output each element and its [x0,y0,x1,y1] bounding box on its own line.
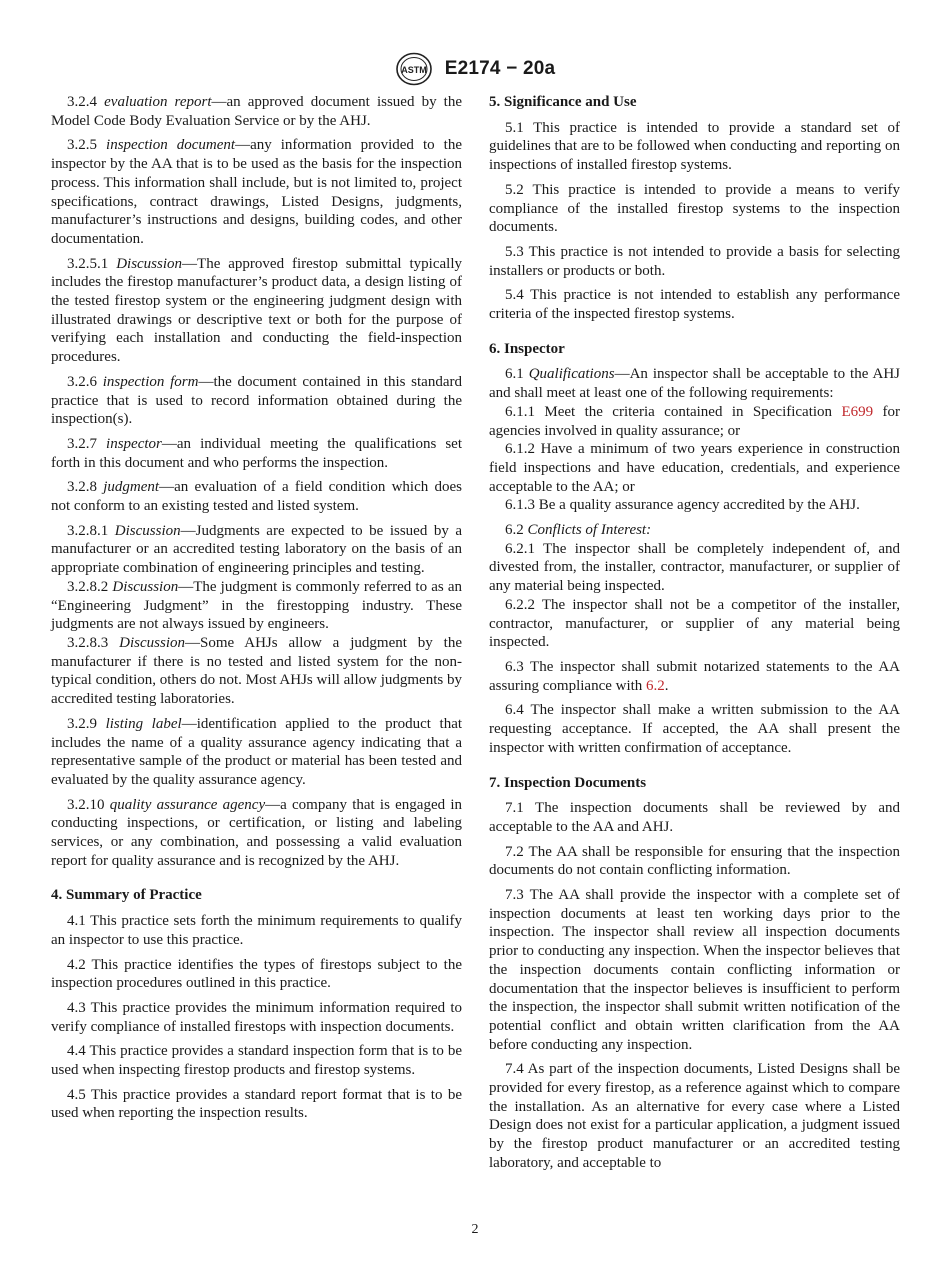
section-3-2-8-1: 3.2.8.1 Discussion—Judgments are expected to be issued by a manufacturer or an accredited testing laboratory on the basis of an appropriate combination of engineering principles and testing. [51,522,463,577]
section-5-4: 5.4 This practice is not intended to establish any performance criteria of the inspected firestop systems. [489,287,900,323]
section-6-1-1: 6.1.1 Meet the criteria contained in Specification E699 for agencies involved in quality assurance; or [489,403,900,439]
section-3-2-7: 3.2.7 inspector—an individual meeting the qualifications set forth in this document and who performs the inspection. [51,435,463,471]
section-4-2: 4.2 This practice identifies the types of firestops subject to the inspection procedures outlined in this practice. [51,956,462,992]
section-6-2-2: 6.2.2 The inspector shall not be a competitor of the installer, contractor, manufacturer, or supplier of any material being inspected. [489,596,900,651]
section-6-2-1: 6.2.1 The inspector shall be completely independent of, and divested from, the installer, contractor, manufacturer, or supplier of any material being inspected. [489,540,900,595]
section-4-1: 4.1 This practice sets forth the minimum requirements to qualify an inspector to use this practice. [51,913,462,948]
section-3-2-8-2: 3.2.8.2 Discussion—The judgment is commonly referred to as an “Engineering Judgment” in the firestopping industry. These judgments are not always issued by engineers. [51,578,462,633]
section-7-3: 7.3 The AA shall provide the inspector with a complete set of inspection documents at least ten working days prior to the inspection. The inspector shall review all inspection documents prior to conducting any inspection. When the inspector believes that the inspection documents contain conflicting information or documentation that the inspector believes is insufficient to perform the inspection, the inspector shall submit written notification of the potential conflict and obtain written clarification from the AA before conducting any inspection. [489,887,900,1053]
section-7-2: 7.2 The AA shall be responsible for ensuring that the inspection documents do not contain conflicting information. [489,843,900,879]
section-3-2-4: 3.2.4 evaluation report—an approved document issued by the Model Code Body Evaluation Service or by the AHJ. [51,94,463,129]
section-3-2-5-1: 3.2.5.1 Discussion—The approved firestop submittal typically includes the firestop manufacturer’s product data, a design listing of the tested firestop system or the engineering judgment design with illustrated drawings or descriptive text or both for the purpose of verifying each installation and conducting the field-inspection procedures. [51,255,463,366]
section-3-2-8-3: 3.2.8.3 Discussion—Some AHJs allow a judgment by the manufacturer if there is no tested and listed system for the non-typical condition, others do not. Most AHJs will allow judgments by accredited testing laboratories. [51,634,463,708]
section-5-1: 5.1 This practice is intended to provide a standard set of guidelines that are to be followed when conducting and reporting on inspections of installed firestop systems. [489,119,900,174]
section-4-5: 4.5 This practice provides a standard report format that is to be used when reporting the inspection results. [51,1086,462,1122]
right-column [489,93,900,1179]
logo-text: ASTM [401,65,427,75]
section-6-1-2: 6.1.2 Have a minimum of two years experience in construction field inspections and have education, credentials, and experience acceptable to the AA; or [489,441,900,495]
section-7-4: 7.4 As part of the inspection documents, Listed Designs shall be provided for every firestop, as a reference against which to compare the installation. As an alternative for every case where a Listed Design does not exist for a particular application, a judgment issued by the firestop product manufacturer or an accredited testing laboratory, and acceptable to [489,1061,900,1171]
section-4-4: 4.4 This practice provides a standard inspection form that is to be used when inspecting firestop products and firestop systems. [51,1043,462,1079]
left-column [51,93,462,1129]
section-3-2-10: 3.2.10 quality assurance agency—a company that is engaged in conducting inspections, or certification, or listing and labeling services, or any combination, and possessing a valid evaluation report for quality assurance and is recognized by the AHJ. [51,796,462,869]
astm-logo-icon [395,52,433,86]
section-6-2: 6.2 Conflicts of Interest: [505,522,652,539]
section-4-3: 4.3 This practice provides the minimum information required to verify compliance of installed firestops with inspection documents. [51,999,462,1035]
page-number: 2 [471,1222,479,1237]
section-4-heading: 4. Summary of Practice [51,887,202,904]
section-3-2-5: 3.2.5 inspection document—any information provided to the inspector by the AA that is to be used as the basis for the inspection process. This information shall include, but is not limited to, project specifications, contract drawings, Listed Designs, judgments, manufacturer’s instructions and designs, building codes, and other documentation. [51,137,462,247]
document-designation: E2174 − 20a [444,58,556,79]
section-5-heading: 5. Significance and Use [489,94,637,110]
section-6-1-3: 6.1.3 Be a quality assurance agency accredited by the AHJ. [505,497,860,514]
section-3-2-8: 3.2.8 judgment—an evaluation of a field condition which does not conform to an existing tested and listed system. [51,479,462,515]
section-6-heading: 6. Inspector [489,340,565,357]
section-6-1: 6.1 Qualifications—An inspector shall be acceptable to the AHJ and shall meet at least one of the following requirements: [489,366,900,402]
section-7-1: 7.1 The inspection documents shall be reviewed by and acceptable to the AA and AHJ. [489,800,900,835]
section-6-2-link[interactable]: 6.2 [646,677,665,694]
section-6-4: 6.4 The inspector shall make a written submission to the AA requesting acceptance. If accepted, the AA shall present the inspector with written confirmation of acceptance. [489,702,900,756]
section-6-3: 6.3 The inspector shall submit notarized statements to the AA assuring compliance with 6.2. [489,658,900,694]
page-header [0,52,950,86]
section-3-2-6: 3.2.6 inspection form—the document contained in this standard practice that is used to record information obtained during the inspection(s). [51,373,462,428]
specification-e699-link[interactable]: E699 [841,403,874,420]
section-7-heading: 7. Inspection Documents [489,774,647,791]
section-5-3: 5.3 This practice is not intended to provide a basis for selecting installers or products or both. [489,243,900,279]
section-5-2: 5.2 This practice is intended to provide a means to verify compliance of the installed firestop systems to the inspection documents. [489,181,900,236]
section-3-2-9: 3.2.9 listing label—identification applied to the product that includes the name of a quality assurance agency indicating that a representative sample of the product or material has been tested and evaluated by the quality assurance agency. [51,715,463,788]
